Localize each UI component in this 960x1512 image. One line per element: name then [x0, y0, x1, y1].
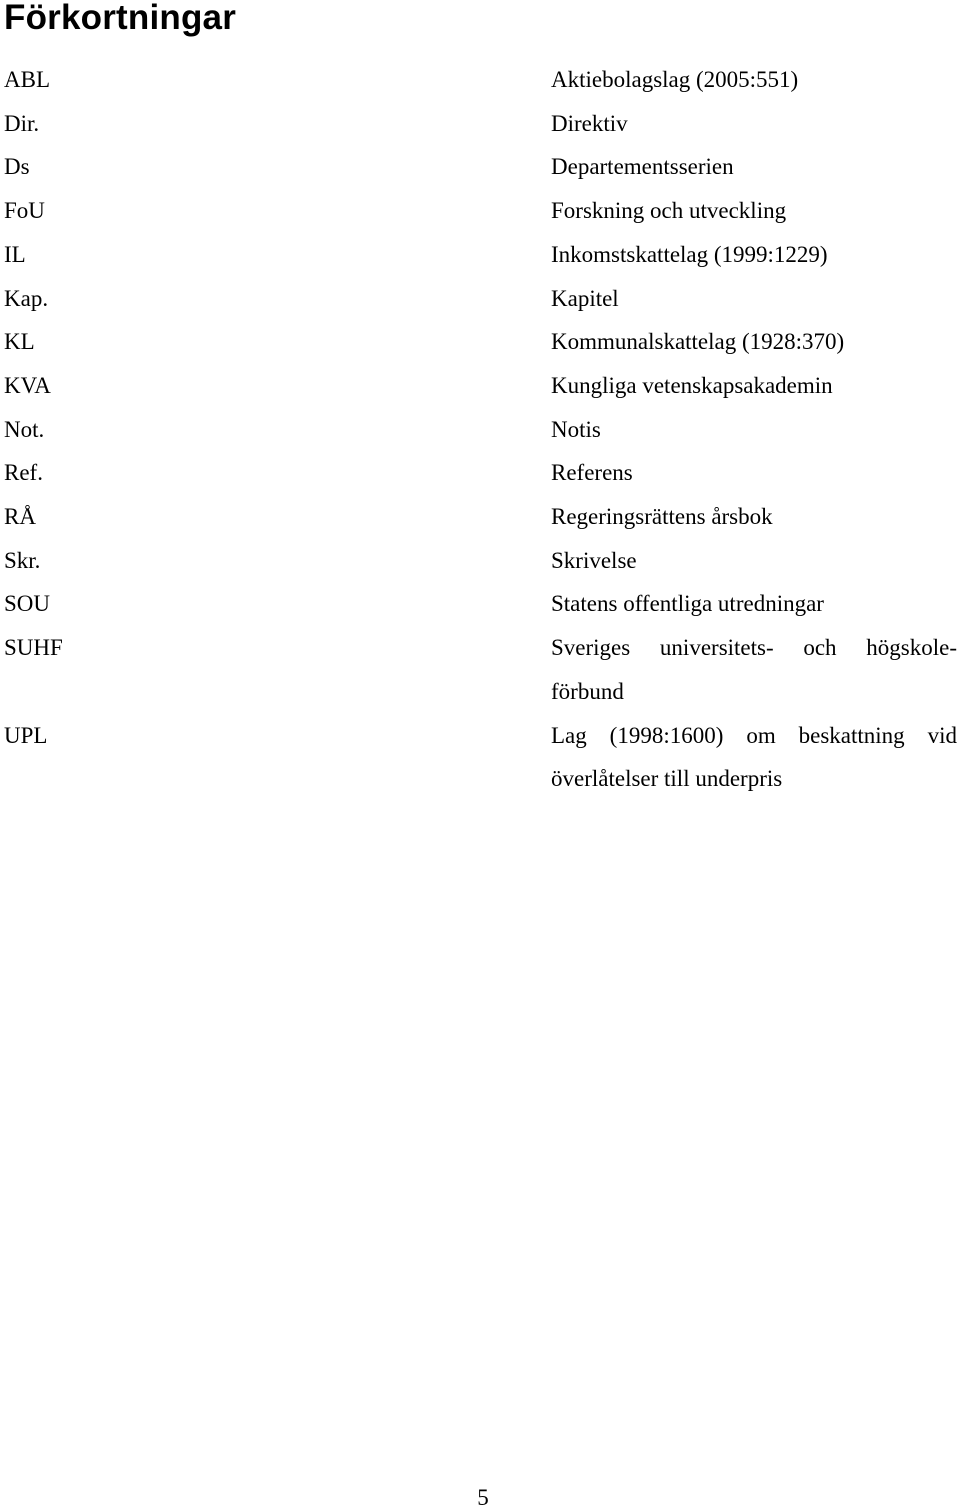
page-number: 5 — [477, 1485, 489, 1510]
abbreviation-row — [0, 58, 960, 102]
abbreviation-row — [0, 408, 960, 452]
abbreviation-definition: Sveriges universitets- och högskole-förbund — [551, 635, 957, 704]
abbreviation-term: FoU — [4, 198, 45, 224]
abbreviation-definition: Lag (1998:1600) om beskattning vid överlåtelser till underpris — [551, 722, 957, 792]
abbreviation-row — [0, 626, 960, 713]
abbreviation-definition: Referens — [551, 460, 633, 486]
abbreviation-definition: Kungliga vetenskapsakademin — [551, 372, 833, 398]
abbreviation-row — [0, 320, 960, 364]
abbreviation-term: IL — [4, 241, 26, 267]
abbreviation-definition: Aktiebolagslag (2005:551) — [551, 67, 799, 92]
abbreviation-definition: Direktiv — [551, 110, 628, 136]
abbreviation-term: Kap. — [4, 285, 49, 311]
abbreviation-term: KVA — [4, 372, 51, 398]
abbreviation-row — [0, 364, 960, 408]
abbreviation-term: SUHF — [4, 635, 63, 661]
abbreviation-row — [0, 582, 960, 626]
abbreviation-definition: Forskning och utveckling — [551, 198, 787, 224]
abbreviation-row — [0, 539, 960, 583]
abbreviation-term: Ds — [4, 154, 30, 180]
abbreviation-term: Dir. — [4, 110, 40, 136]
abbreviation-term: KL — [4, 329, 35, 355]
abbreviation-term: RÅ — [4, 504, 36, 530]
abbreviation-row — [0, 277, 960, 321]
abbreviation-definition: Kapitel — [551, 285, 619, 311]
abbreviation-row — [0, 145, 960, 189]
abbreviation-term: Not. — [4, 416, 45, 442]
abbreviation-row — [0, 233, 960, 277]
abbreviation-row — [0, 714, 960, 801]
abbreviation-definition: Notis — [551, 416, 601, 442]
abbreviation-term: Ref. — [4, 460, 43, 486]
abbreviation-list — [0, 58, 960, 801]
abbreviation-row — [0, 451, 960, 495]
abbreviation-definition: Skrivelse — [551, 547, 637, 573]
abbreviation-definition: Departementsserien — [551, 154, 734, 180]
abbreviation-row — [0, 102, 960, 146]
abbreviation-definition: Kommunalskattelag (1928:370) — [551, 329, 845, 355]
abbreviation-term: Skr. — [4, 547, 41, 573]
abbreviation-row — [0, 495, 960, 539]
abbreviation-definition: Regeringsrättens årsbok — [551, 504, 773, 530]
abbreviation-row — [0, 189, 960, 233]
page-title: Förkortningar — [4, 0, 237, 37]
abbreviation-definition: Inkomstskattelag (1999:1229) — [551, 241, 828, 267]
abbreviation-term: UPL — [4, 722, 48, 748]
abbreviation-term: ABL — [4, 67, 50, 92]
abbreviation-definition: Statens offentliga utredningar — [551, 591, 824, 617]
abbreviation-term: SOU — [4, 591, 51, 617]
